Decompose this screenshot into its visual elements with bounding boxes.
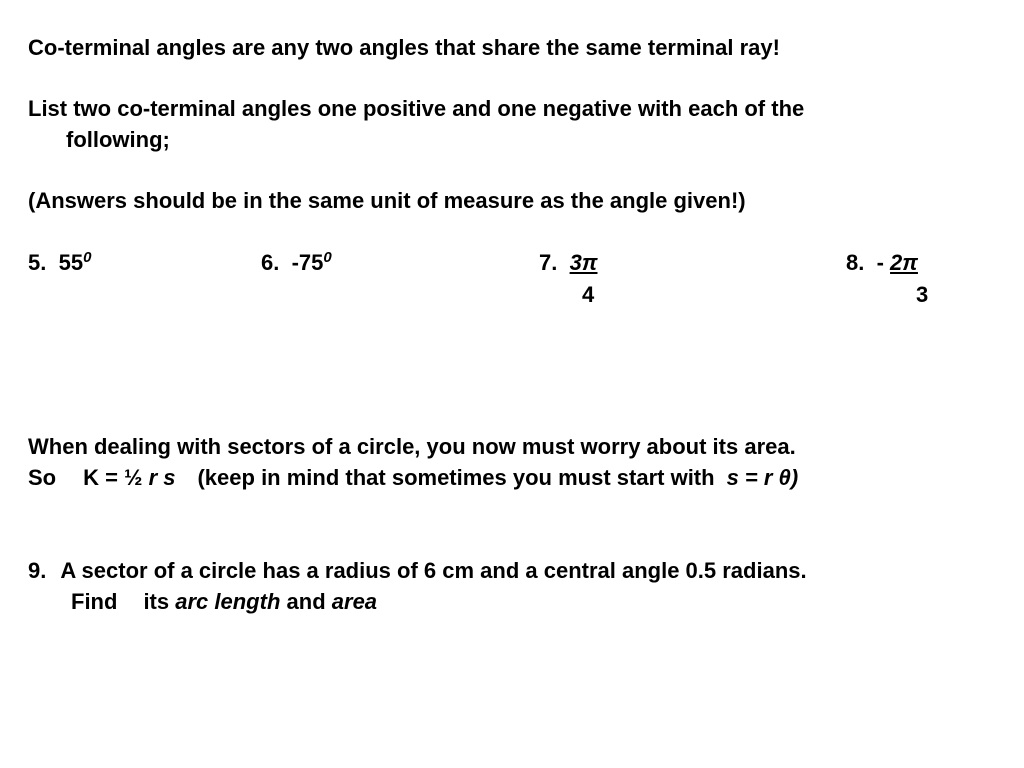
find-label: Find xyxy=(71,589,118,614)
r-s-vars: r s xyxy=(148,465,176,490)
problem-9-line-1 xyxy=(28,558,807,584)
units-note: (Answers should be in the same unit of measure as the angle given!) xyxy=(28,188,746,213)
instruction-line-1: List two co-terminal angles one positive and one negative with each of the xyxy=(28,96,805,121)
problem-number: 8. xyxy=(846,250,865,275)
area-formula xyxy=(28,465,798,491)
so-label: So xyxy=(28,465,57,490)
fraction-sign: - xyxy=(876,250,884,275)
k-equals: K = ½ xyxy=(83,465,143,490)
problem-7-denominator: 4 xyxy=(582,282,595,307)
sector-text: When dealing with sectors of a circle, you now must worry about its area. xyxy=(28,434,796,459)
problem-number: 5. xyxy=(28,250,47,275)
degree-mark: 0 xyxy=(323,249,332,266)
problem-number: 7. xyxy=(539,250,558,275)
instruction-line-2: following; xyxy=(66,127,170,152)
problem-number: 6. xyxy=(261,250,280,275)
problem-5 xyxy=(28,250,91,276)
problem-8 xyxy=(846,250,918,276)
problem-number: 9. xyxy=(28,558,47,583)
problem-8-denominator: 3 xyxy=(916,282,929,307)
angle-value: -75 xyxy=(291,250,324,275)
arc-length-term: arc length xyxy=(175,589,281,614)
its-label: its xyxy=(143,589,170,614)
problem-6 xyxy=(261,250,332,276)
problem-9-text: A sector of a circle has a radius of 6 cm and a central angle 0.5 radians. xyxy=(60,558,807,583)
intro-text: Co-terminal angles are any two angles that share the same terminal ray! xyxy=(28,35,780,60)
keep-in-mind-text: (keep in mind that sometimes you must start with xyxy=(197,465,715,490)
angle-value: 55 xyxy=(58,250,84,275)
and-label: and xyxy=(286,589,326,614)
arc-formula: s = r θ) xyxy=(726,465,799,490)
degree-mark: 0 xyxy=(83,249,92,266)
fraction-numerator: 2π xyxy=(890,250,918,275)
problem-9-line-2 xyxy=(71,589,377,615)
area-term: area xyxy=(331,589,378,614)
fraction-numerator: 3π xyxy=(569,250,598,275)
problem-7 xyxy=(539,250,598,276)
